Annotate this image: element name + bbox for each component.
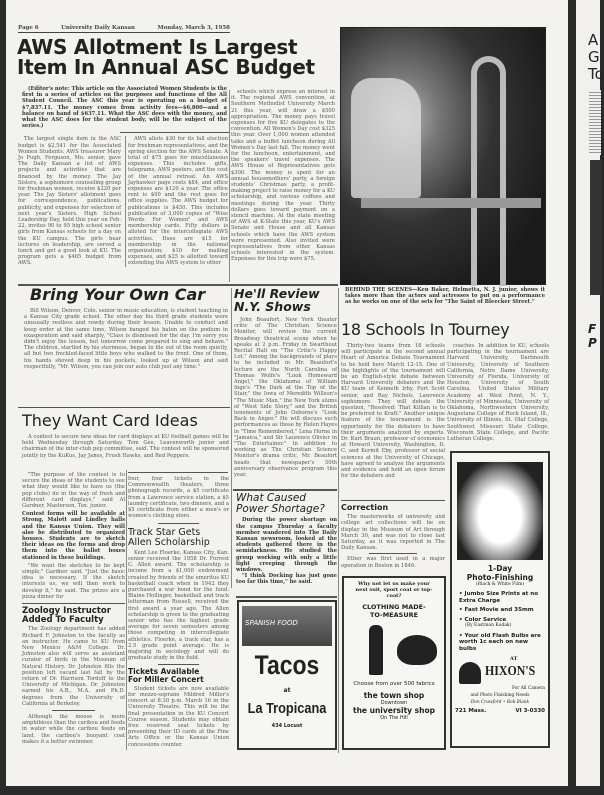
service-label: Jumbo Size Prints at no Extra Charge [459, 591, 539, 604]
adjacent-headline [588, 32, 604, 83]
aws-headline [17, 37, 337, 78]
cards-intro: A contest to secure new ideas for card displays at KU football games will be held Wednesday through Saturday. Tom Gee, Leavenworth junior and chairman of the inter-club pep committee, said. The contest will be sponsored jointly by the KuKus, Jay Janes, Frosh Hawks, and Red Peppers. [22, 434, 229, 459]
photographer-icon [459, 662, 481, 684]
film-note: (Black & White Film) [475, 582, 525, 587]
service-label: Fast Movie and 35mm [464, 607, 534, 613]
spanish-food-banner: SPANISH FOOD [242, 606, 332, 646]
issue-date: Monday, March 3, 1958 [157, 25, 230, 31]
headline-line: He'll Review [234, 286, 320, 301]
headline-line: Track Star Gets [128, 527, 201, 539]
service-item: • Color Service [459, 616, 507, 623]
owners: Don Crawford • Bob Blank [470, 700, 530, 705]
zoology-headline [22, 607, 125, 624]
tagline: For All Camera [511, 686, 545, 691]
hixons-name: HIXON'S [485, 664, 536, 679]
editors-note: (Editor's note: This article on the Associated Women Students is the first in a series of articles on the purposes and functions of the All Student Council. The ASC this year is operating on a budget of $7,837.11. The money comes from activity fees—$6,800—and a balance on hand of $637.11. What the ASC does with the money, and what the ASC does for the student body, will be the subject of the series.) [22, 86, 227, 130]
services-list [455, 587, 545, 654]
university-shop: the university shop [353, 706, 435, 715]
moose-filler: Although the moose is more amphibious than the caribou and feeds in water while the caribou feeds on land, the caribou's buoyant coat makes it a better swimmer. [22, 714, 125, 745]
cards-paragraph: "The purpose of the contest is to secure the ideas of the students to see what they would like to have us (the pep clubs) do in the way of fresh and different card displays," said Al Gardner, Masterson, Tex. junior. [22, 472, 125, 510]
track-headline [128, 528, 229, 547]
university-shop-location: On The Hill [380, 715, 408, 721]
town-shop: the town shop [363, 691, 425, 700]
clothing-intro: Why not let us make your next suit, sport coat or top-coat? [355, 581, 433, 599]
left-column-flow [22, 472, 125, 777]
tailor-illustration [347, 621, 441, 679]
headline-line: Allen Scholarship [128, 537, 210, 549]
tickets-story: Student tickets are now available for mezzo-soprano Mildred Miller's concert at 8:30 p.m. March 16 in the University Theatre. This will be the final presentation in the KU Concert Course season. Students may obtain free reserved seat tickets by presenting their ID cards at the Fine Arts Office or the Kansas Union concessions counter. [128, 685, 229, 748]
restaurant-address: 434 Locust [271, 723, 303, 729]
la-tropicana-ad [237, 600, 337, 750]
aws-col2: AWS allots $30 for its fall election for freshman representatives, and the spring election for the AWS Senate. A total of $75 goes for miscellaneous expenses. This includes gifts, telegrams, AWS posters, and the cost of the annual retreat. An AWS Jayhawker page costs $84, and office expenses are $120 a year. The office rent is $90 and the rest goes for office supplies. The AWS budget for publications is $450. This includes publication of 3,000 copies of "Wise Words For Women" and AWS membership cards. Fifty dollars is alloted for the intercollegiate AWS activities. Dues are $15 for membership in the national organization; $10 for mailing expenses, and $25 is allotted toward extending the AWS system to other [125, 136, 228, 266]
headline-fragment: G [588, 48, 600, 66]
page-number: Page 6 [18, 25, 39, 31]
service-item: • Fast Movie and 35mm [459, 607, 534, 613]
cards-contest-forms: Contest forms will be available at Strong, Malott and Lindley halls and the Kansas Union. They will also be distributed to organized houses. Students are to sketch their ideas on the forms and drop them into the ballot boxes stationed in these buildings. [22, 511, 125, 561]
hixon-phone: VI 3-0330 [515, 708, 545, 714]
at-label: AT [510, 656, 518, 662]
hixon-title [455, 564, 545, 582]
headline-line: Zoology Instructor [22, 606, 111, 617]
cards-col1 [22, 472, 125, 600]
power-story: During the power shortage on the campus Thursday a faculty member wandered into The Daily Kansan newsroom, looked at the students gathered there in the semidarkness. He studied the group working with only a little light creeping through the windows. [236, 517, 337, 574]
middle-column-flow [128, 476, 229, 756]
headline-line: Added To Faculty [22, 614, 104, 625]
headline-line: Item In Annual ASC Budget [17, 55, 315, 80]
track-story: Kent Lee Floerke, Kansas City, Kan. senior received the 1958 Dr. Forrest C. Allen award. The scholarship is income from a $1,000 endowment created by friends of the emeritus KU basketball coach when in 1942 they purchased a war bond for the fund. Blaine Hollinger, basketball and track letterman from Russell, received the first award a year ago. The Allen scholarship is given to the graduating senior who has the highest grade average for seven semesters among those competing in intercollegiate athletics. Floerke, a track star, has a 2.5 grade point average. He is majoring in sociology and will do graduate study in the field. [128, 549, 229, 662]
power-headline [236, 493, 337, 514]
town-shop-ad [342, 576, 446, 750]
tacos-title: Tacos [254, 650, 320, 680]
review-story: John Beaufort, New York theater critic of The Christian Science Monitor, will review the current Broadway theatrical scene when he speaks at 2 p.m. Friday in Swarthout Recital Hall on "The Critic's Happy Lot." Among the backgrounds of plays to be included in Mr. Beaufort's lecture are the North Carolina of Thomas Wolfe's "Look Homeward Angel," the Oklahoma of William Inge's "The Dark at the Top of the Stair," the Iowa of Meredith Willson's "The Music Man," the New York slums of "West Side Story," and the British tenements of John Osborne's "Look Back in Anger." He will discuss such performances as those by Helen Hayes in "Time Remembered," Lena Horne in "Jamaica," and Sir Laurence Olivier in "The Entertainer." In addition to working as The Christian Science Monitor's drama critic, Mr. Beaufort heads that newspaper's 50th anniversary observance program this year. [234, 317, 337, 479]
car-story: Bill Wilson, Denver, Colo. senior in music education, is student teaching in a Kansas City grade school. The other day his third grade students were unusually restless and rowdy during their lesson. Unable to conduct and keep order at the same time, Wilson banged his baton on the podium in exasperation and said sharply, "Class is dismissed for the day. I'm sorry you didn't enjoy the lesson, but tomorrow come prepared to sing and behave." The children, startled by his sternness, began to file out of the room quietly, all but two freckled-faced little boys who walked to the front. One of them, his hands shoved deep in his pockets, looked up at Wilson and said respectfully, "Mr. Wilson, you can join our auto club just any time." [24, 308, 228, 370]
cards-paragraph: "We want the sketches to be kept simple," Gardner said. "Just the basic idea is necessary. If the sketch interests us, we will then work to develop it," he said. The prizes are a pizza dinner for [22, 562, 125, 600]
clothing-title: CLOTHING MADE-TO-MEASURE [362, 603, 426, 619]
hixon-address: 721 Mass. [455, 708, 487, 714]
hixon-contact [455, 708, 545, 714]
service-item: • Your old Flash Bulbs are worth 1c each on new bulbs [459, 632, 541, 652]
hixons-ad [450, 451, 550, 748]
tourney-col2: coaches. In addition to KU, schools participating in the tournament are Harvard University, Dartmouth University, University of Southern California, Notre Dame University, University of Florida, University of Houston, University of South Carolina, United States Military Academy at West Point, N. Y., University of Minnesota, University of Oklahoma, Northwestern University, Augustana College of Rock Island, Ill., University of Illinois, St. Olaf College, Southwest Missouri State College, Wisconsin State College, and Pacific Lutheran College. [447, 343, 549, 443]
correction-story: The masterworks of university and college art collections will be on display in the Museum of Art through March 30, and was not to close last Saturday, as it was reported in The Daily Kansan. [341, 514, 445, 552]
correction-headline: Correction [341, 503, 389, 512]
hixon-logo [455, 656, 545, 686]
headline-line: AWS Allotment Is Largest [17, 35, 298, 59]
restaurant-name: La Tropicana [247, 700, 327, 717]
tourney-col1: Thirty-two teams from 18 schools will participate in the second annual Heart of America Debate Tournament to be held here March 12-15. One of the highlights of the tournament will be an English-style debate between Harvard University debaters and the KU team of Kenneth Irby, Fort Scott senior, and Ray Nichols, Lawrence sophomore. They will debate the question, "Resolved: That Killian is to be preferred to Kraft." Another unique feature of the tournament is the opportunity for the debaters to have their arguments analyzed by experts. Dr. Kurt Braun, professor of economics at Howard University, Washington, D. C. and Kermit Eby, professor of social sciences at the University of Chicago, have agreed to analyze the arguments and evidence and hold an open forum for the debaters and [341, 343, 445, 480]
zoology-story: The Zoology department has added Richard F. Johnston to the faculty as an instructor. He came to KU from New Mexico A&M College. Dr. Johnston also will serve as assistant curator of birds in the Museum of Natural History. Dr. Johnston fills the position left vacant last fall by the return of Dr. Harrison Tordoff to the University of Michigan. Dr. Johnston earned his A.B., M.A. and Ph.D. degrees from the University of California at Berkeley. [22, 626, 125, 707]
town-shop-location: Downtown [380, 700, 408, 706]
aws-col3: schools which express an interest in it. The regional AWS convention, at Southern Methodist University March 21 this year, will draw a $500 appropriation. The money pays travel expenses for five KU delegates to the convention. All Women's Day cost $325 this year. Over 1,000 women attended talks and a buffet luncheon during All Women's Day last fall. The money went for the luncheon, entertainment, and the speakers' travel expenses. The AWS House of Representatives gets $300. The money is spent for an annual housemothers' party, a foreign students' Christmas party, a profit-making project to raise money for a KU scholarship, and various coffees and meetings during the year. Thirty dollars goes toward payment on a stencil machine. At the state meeting of AWS at K-State this year, KU's AWS Senate and House and all Kansas schools which have the AWS system were represented. Also invited were representatives from other Kansas schools interested in the system. Expenses for this trip were $75. [231, 89, 335, 263]
theater-set-photo [340, 27, 546, 285]
fabric-choice: Choose from over 500 fabrics [353, 681, 435, 687]
headline-line: N.Y. Shows [234, 298, 311, 314]
photo-caption: BEHIND THE SCENES—Ken Baker, Helmetta, N. J. junior, shows it takes more than the actors and actresses to put on a performance as he works on one of the sets for "The Saint of Bleecker Street." [345, 287, 545, 306]
power-quote: "I think Docking has just gone too far this time," he said. [236, 573, 337, 586]
power-block [236, 493, 337, 595]
tickets-headline [128, 668, 229, 683]
correction-block [341, 504, 445, 573]
title-line: Photo-Finishing [466, 573, 534, 582]
ether-filler: Ether was first used in a major operation in Boston in 1846. [341, 556, 445, 569]
service-item: • Jumbo Size Prints at no Extra Charge [459, 591, 539, 604]
cartoon-face-illustration [457, 462, 543, 560]
cards-headline: They Want Card Ideas [22, 411, 198, 430]
service-label: Color Service [464, 616, 507, 623]
aws-col1: The largest single item in the ASC budget is $2,541 for the Associated Women Students. AWS treasurer Mary Jo Pugh, Ferguson, Mo. senior, gave The Daily Kansan a list of AWS projects and activities that are financed by the money. The Jay Sisters, a sophomore counseling group for freshman women, receive $220 per year. The Jay Sisters' allotment goes for correspondence, publications, publicity, and expenses for selection of next year's Sisters. High School Leadership Day, held this year on Feb. 22, invites 90 to 95 high school senior girls from Kansas schools for a day on the KU campus. The girls hear lectures on leadership, are served a lunch and get a good look at KU. The program gets a $465 budget from AWS. [18, 136, 121, 267]
headline-fragment: A [588, 31, 599, 49]
aws-left-block [18, 86, 229, 283]
adjacent-page-edge [576, 0, 604, 786]
title-line: 1-Day [487, 564, 513, 573]
masthead [18, 25, 230, 33]
headline-line: For Miller Concert [128, 675, 204, 685]
review-headline [234, 288, 320, 314]
tagline: and Photo Finishing Needs [470, 693, 530, 698]
cards-col2: four, four tickets to the Commonwealth theaters, three phonograph records, a $5 certificate from a Lawrence service station, a $5 laundry certificate, two dinners, and a $5 certificate from either a men's or women's clothing store. [128, 476, 229, 520]
headline-line: Tickets Available [128, 667, 200, 677]
service-label: Your old Flash Bulbs are worth 1c each on new bulbs [459, 632, 541, 652]
headline-fragment: F [588, 322, 597, 336]
kodak-note: (By Eastman Kodak) [465, 623, 512, 628]
adjacent-headline [588, 322, 597, 350]
headline-line: Power Shortage? [236, 502, 325, 515]
at-label: at [283, 687, 291, 694]
aws-columns [18, 136, 229, 266]
car-headline: Bring Your Own Car [30, 285, 206, 304]
paper-name: University Daily Kansan [61, 25, 136, 31]
tourney-headline: 18 Schools In Tourney [341, 320, 510, 339]
headline-line: What Caused [236, 492, 306, 504]
headline-fragment: To [588, 65, 604, 83]
headline-fragment: P [588, 336, 597, 350]
